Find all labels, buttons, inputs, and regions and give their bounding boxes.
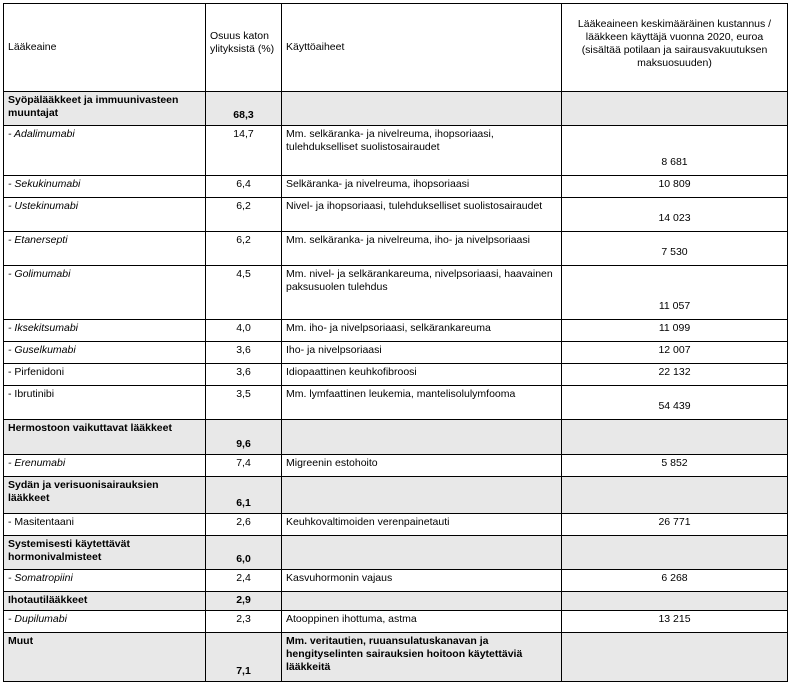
drug-cost-table <box>3 3 788 682</box>
cost-cell <box>562 477 788 514</box>
header-indications: Käyttöaiheet <box>282 4 562 92</box>
cost-cell: 7 530 <box>562 232 788 266</box>
share-cell: 7,4 <box>206 455 282 477</box>
indication-cell <box>282 592 562 611</box>
drug-name-cell: - Masitentaani <box>4 514 206 536</box>
table-row <box>4 176 788 198</box>
indication-cell: Iho- ja nivelpsoriaasi <box>282 342 562 364</box>
table-row <box>4 198 788 232</box>
drug-name-cell: - Ustekinumabi <box>4 198 206 232</box>
category-row <box>4 477 788 514</box>
share-cell: 6,1 <box>206 477 282 514</box>
table-row <box>4 455 788 477</box>
share-cell: 2,3 <box>206 611 282 633</box>
share-cell: 3,6 <box>206 364 282 386</box>
share-cell: 2,9 <box>206 592 282 611</box>
table-body <box>4 92 788 682</box>
indication-cell: Mm. selkäranka- ja nivelreuma, iho- ja nivelpsoriaasi <box>282 232 562 266</box>
indication-cell: Mm. lymfaattinen leukemia, mantelisolulymfooma <box>282 386 562 420</box>
cost-cell: 8 681 <box>562 126 788 176</box>
share-cell: 3,5 <box>206 386 282 420</box>
header-share: Osuus katon ylityksistä (%) <box>206 4 282 92</box>
indication-cell <box>282 92 562 126</box>
share-cell: 6,2 <box>206 232 282 266</box>
indication-cell: Mm. veritautien, ruuansulatuskanavan ja hengityselinten sairauksien hoitoon käytettäviä lääkkeitä <box>282 633 562 682</box>
indication-cell: Atooppinen ihottuma, astma <box>282 611 562 633</box>
indication-cell: Mm. nivel- ja selkärankareuma, nivelpsoriaasi, haavainen paksusuolen tulehdus <box>282 266 562 320</box>
indication-cell <box>282 420 562 455</box>
share-cell: 2,4 <box>206 570 282 592</box>
drug-name-cell: Hermostoon vaikuttavat lääkkeet <box>4 420 206 455</box>
indication-cell: Migreenin estohoito <box>282 455 562 477</box>
category-row <box>4 420 788 455</box>
drug-name-cell: - Adalimumabi <box>4 126 206 176</box>
drug-name-cell: - Iksekitsumabi <box>4 320 206 342</box>
drug-name-cell: Sydän ja verisuonisairauksien lääkkeet <box>4 477 206 514</box>
table-row <box>4 126 788 176</box>
drug-name-cell: - Sekukinumabi <box>4 176 206 198</box>
share-cell: 9,6 <box>206 420 282 455</box>
table-row <box>4 266 788 320</box>
cost-cell <box>562 633 788 682</box>
share-cell: 4,5 <box>206 266 282 320</box>
table-row <box>4 386 788 420</box>
cost-cell: 12 007 <box>562 342 788 364</box>
indication-cell: Mm. iho- ja nivelpsoriaasi, selkärankareuma <box>282 320 562 342</box>
category-row <box>4 536 788 570</box>
drug-name-cell: - Dupilumabi <box>4 611 206 633</box>
share-cell: 68,3 <box>206 92 282 126</box>
share-cell: 6,0 <box>206 536 282 570</box>
indication-cell <box>282 536 562 570</box>
table-row <box>4 364 788 386</box>
cost-cell <box>562 536 788 570</box>
cost-cell <box>562 92 788 126</box>
cost-cell <box>562 420 788 455</box>
table-row <box>4 232 788 266</box>
table-row <box>4 342 788 364</box>
cost-cell: 11 099 <box>562 320 788 342</box>
table-row <box>4 514 788 536</box>
table-row <box>4 611 788 633</box>
drug-name-cell: - Erenumabi <box>4 455 206 477</box>
cost-cell: 26 771 <box>562 514 788 536</box>
drug-name-cell: - Guselkumabi <box>4 342 206 364</box>
cost-cell: 22 132 <box>562 364 788 386</box>
cost-cell: 5 852 <box>562 455 788 477</box>
indication-cell <box>282 477 562 514</box>
drug-name-cell: Syöpälääkkeet ja immuunivasteen muuntajat <box>4 92 206 126</box>
drug-name-cell: Muut <box>4 633 206 682</box>
cost-cell: 10 809 <box>562 176 788 198</box>
drug-name-cell: Ihotautilääkkeet <box>4 592 206 611</box>
drug-name-cell: - Pirfenidoni <box>4 364 206 386</box>
drug-name-cell: - Somatropiini <box>4 570 206 592</box>
indication-cell: Nivel- ja ihopsoriaasi, tulehdukselliset suolistosairaudet <box>282 198 562 232</box>
share-cell: 2,6 <box>206 514 282 536</box>
indication-cell: Selkäranka- ja nivelreuma, ihopsoriaasi <box>282 176 562 198</box>
category-row <box>4 633 788 682</box>
share-cell: 6,4 <box>206 176 282 198</box>
cost-cell <box>562 592 788 611</box>
indication-cell: Idiopaattinen keuhkofibroosi <box>282 364 562 386</box>
share-cell: 6,2 <box>206 198 282 232</box>
header-cost: Lääkeaineen keskimääräinen kustannus / lääkkeen käyttäjä vuonna 2020, euroa (sisältää potilaan ja sairausvakuutuksen maksuosuuden) <box>562 4 788 92</box>
table-row <box>4 320 788 342</box>
share-cell: 4,0 <box>206 320 282 342</box>
category-row <box>4 92 788 126</box>
table-row <box>4 570 788 592</box>
share-cell: 7,1 <box>206 633 282 682</box>
indication-cell: Mm. selkäranka- ja nivelreuma, ihopsoriaasi, tulehdukselliset suolistosairaudet <box>282 126 562 176</box>
cost-cell: 54 439 <box>562 386 788 420</box>
header-row <box>4 4 788 92</box>
header-substance: Lääkeaine <box>4 4 206 92</box>
drug-name-cell: - Ibrutinibi <box>4 386 206 420</box>
cost-cell: 13 215 <box>562 611 788 633</box>
drug-name-cell: - Etanersepti <box>4 232 206 266</box>
cost-cell: 11 057 <box>562 266 788 320</box>
drug-name-cell: Systemisesti käytettävät hormonivalmisteet <box>4 536 206 570</box>
indication-cell: Keuhkovaltimoiden verenpainetauti <box>282 514 562 536</box>
indication-cell: Kasvuhormonin vajaus <box>282 570 562 592</box>
cost-cell: 14 023 <box>562 198 788 232</box>
share-cell: 14,7 <box>206 126 282 176</box>
drug-name-cell: - Golimumabi <box>4 266 206 320</box>
share-cell: 3,6 <box>206 342 282 364</box>
category-row <box>4 592 788 611</box>
cost-cell: 6 268 <box>562 570 788 592</box>
